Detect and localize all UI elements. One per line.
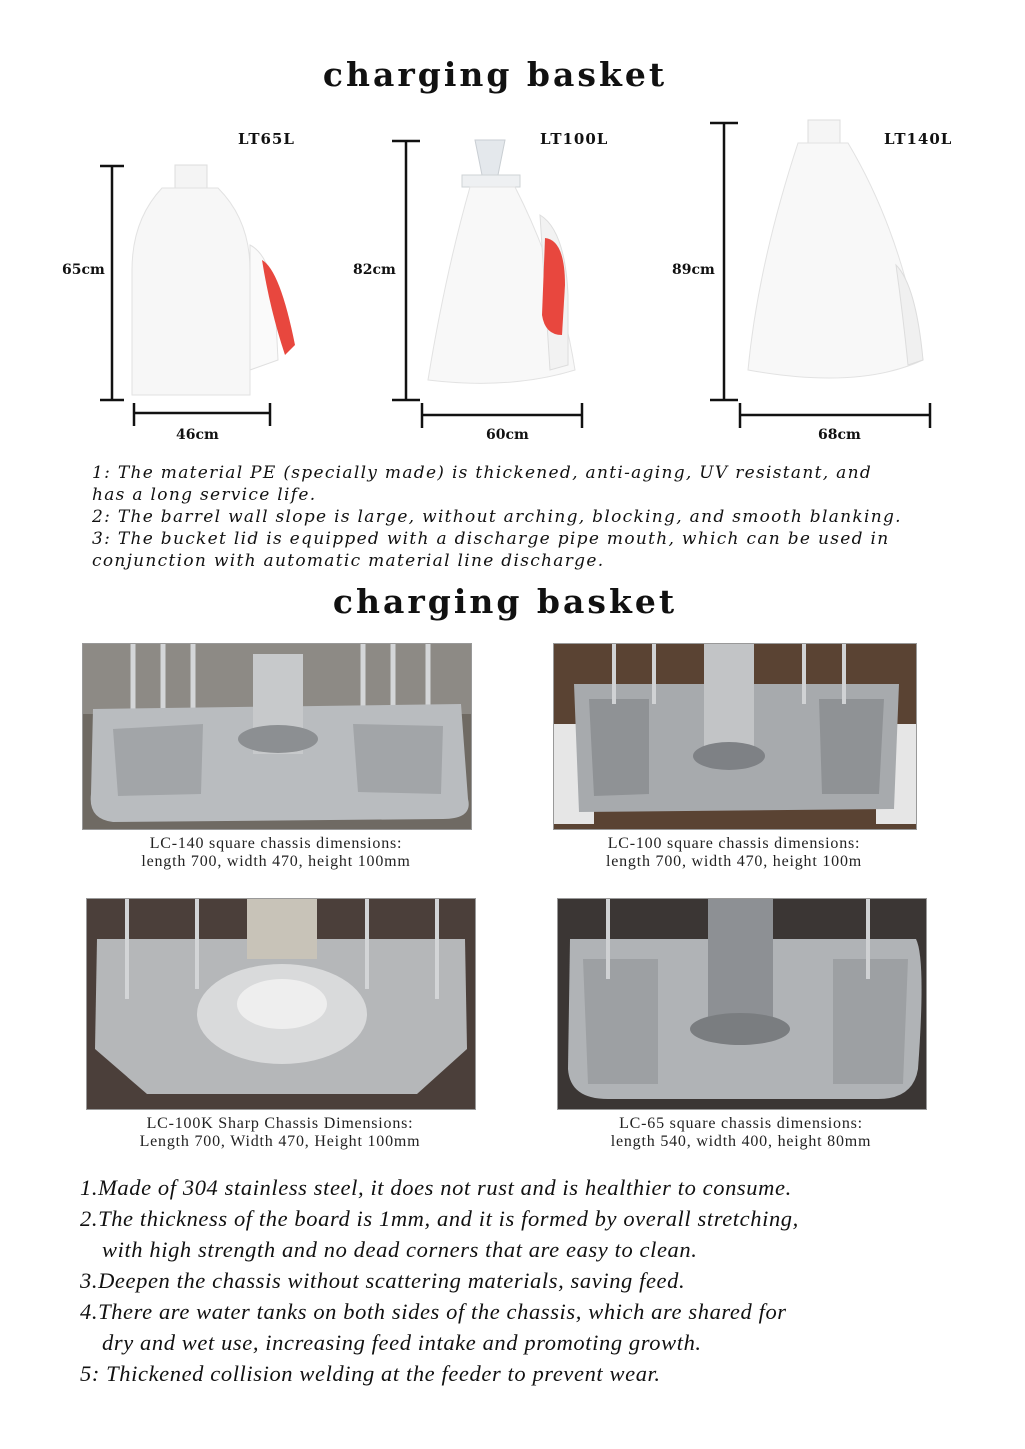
note-line: 1: The material PE (specially made) is thickened, anti-aging, UV resistant, and [92,463,873,483]
feature-item: 3.Deepen the chassis without scattering materials, saving feed. [80,1268,686,1293]
note-line: 2: The barrel wall slope is large, without arching, blocking, and smooth blanking. [92,507,902,527]
material-notes [92,462,972,572]
width-label: 46cm [176,427,219,443]
feature-item: 2.The thickness of the board is 1mm, and it is formed by overall stretching, [80,1206,799,1231]
chassis-photo-lc100 [553,643,917,830]
lt65l-bucket-figure [100,160,320,435]
chassis-caption [82,835,470,871]
note-line: 3: The bucket lid is equipped with a discharge pipe mouth, which can be used in [92,529,890,549]
feature-item: 5: Thickened collision welding at the feeder to prevent wear. [80,1361,661,1386]
caption-title: LC-100 square chassis dimensions: [607,835,861,852]
chassis-caption [553,835,915,871]
feature-list [80,1172,980,1389]
width-label: 68cm [818,427,861,443]
product-model-label: LT100L [540,130,609,148]
product-model-label: LT140L [884,130,953,148]
chassis-photo-lc140 [82,643,472,830]
height-label: 82cm [353,262,396,278]
height-label: 65cm [62,262,105,278]
chassis-photo-lc100k [86,898,476,1110]
height-label: 89cm [672,262,715,278]
feature-item: 4.There are water tanks on both sides of the chassis, which are shared for [80,1299,787,1324]
page-title: charging basket [322,55,668,94]
caption-dimensions: length 700, width 470, height 100mm [141,853,411,870]
chassis-caption [86,1115,474,1151]
lt100l-bucket-figure [390,135,600,435]
feature-item-continued: with high strength and no dead corners that are easy to clean. [102,1237,698,1262]
note-line: conjunction with automatic material line discharge. [92,551,605,571]
chassis-photo-lc65 [557,898,927,1110]
note-line: has a long service life. [92,485,317,505]
product-model-label: LT65L [238,130,295,148]
caption-dimensions: length 700, width 470, height 100m [605,853,863,870]
caption-dimensions: Length 700, Width 470, Height 100mm [139,1133,421,1150]
lt140l-bucket-figure [708,115,943,435]
caption-dimensions: length 540, width 400, height 80mm [610,1133,872,1150]
caption-title: LC-65 square chassis dimensions: [619,1115,863,1132]
caption-title: LC-100K Sharp Chassis Dimensions: [146,1115,414,1132]
feature-item: 1.Made of 304 stainless steel, it does not rust and is healthier to consume. [80,1175,792,1200]
section-title: charging basket [332,582,678,621]
caption-title: LC-140 square chassis dimensions: [149,835,403,852]
chassis-caption [557,1115,925,1151]
feature-item-continued: dry and wet use, increasing feed intake and promoting growth. [102,1330,702,1355]
width-label: 60cm [486,427,529,443]
